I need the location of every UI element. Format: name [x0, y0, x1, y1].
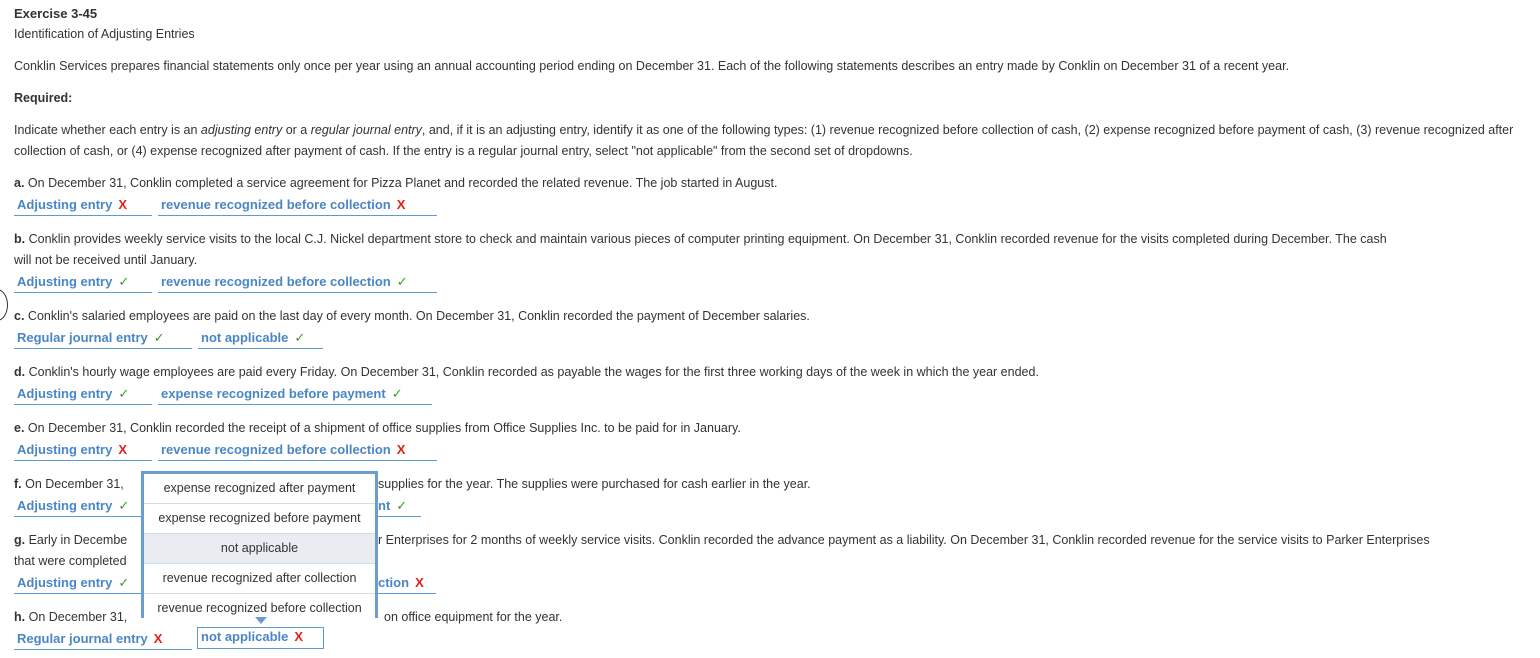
instructions: Indicate whether each entry is an adjusting entry or a regular journal entry, and, if it is an adjusting entry, identify it as one of the following types: (1) revenue recognized before collection of cash, (2) expense recognized before payment of cash, (3) revenue recognized after collection of cash, or (4) expense recognized after payment of cash. If the entry is a regular journal entry, select "not applicable" from the second set of dropdowns.	[14, 123, 1514, 158]
item-e-category-dropdown[interactable]: revenue recognized before collection X	[158, 440, 437, 461]
popup-pointer-icon	[255, 617, 267, 624]
item-g-entry-type-dropdown[interactable]: Adjusting entry ✓	[14, 573, 152, 594]
item-a-text: a. On December 31, Conklin completed a service agreement for Pizza Planet and recorded the related revenue. The job started in August.	[14, 176, 778, 190]
item-a-category-dropdown[interactable]: revenue recognized before collection X	[158, 195, 437, 216]
item-d-entry-type-dropdown[interactable]: Adjusting entry ✓	[14, 384, 152, 405]
item-a-entry-type-dropdown[interactable]: Adjusting entry X	[14, 195, 152, 216]
item-b-text: b. Conklin provides weekly service visits to the local C.J. Nickel department store to check and maintain various pieces of computer printing equipment. On December 31, Conklin recorded revenue for the visits completed during December. The cash	[14, 232, 1387, 246]
side-circle-decoration	[0, 289, 8, 321]
item-f-text-start: f. On December 31,	[14, 477, 124, 491]
item-d-text: d. Conklin's hourly wage employees are paid every Friday. On December 31, Conklin recorded as payable the wages for the first three working days of the week in which the year ended.	[14, 365, 1039, 379]
item-b-category-dropdown[interactable]: revenue recognized before collection ✓	[158, 272, 437, 293]
item-b-text-cont: will not be received until January.	[14, 253, 198, 267]
option-revenue-after-collection[interactable]: revenue recognized after collection	[144, 564, 375, 594]
option-not-applicable[interactable]: not applicable	[144, 534, 375, 564]
item-h-category-dropdown[interactable]: not applicable X	[197, 627, 324, 649]
item-d-category-dropdown[interactable]: expense recognized before payment ✓	[158, 384, 432, 405]
item-g-text-end: r Enterprises for 2 months of weekly service visits. Conklin recorded the advance payment as a liability. On December 31, Conklin recorded revenue for the service visits to Parker Enterprises	[378, 533, 1430, 547]
item-e-text: e. On December 31, Conklin recorded the receipt of a shipment of office supplies from Office Supplies Inc. to be paid for in January.	[14, 421, 741, 435]
item-h-entry-type-dropdown[interactable]: Regular journal entry X	[14, 629, 192, 650]
item-e-entry-type-dropdown[interactable]: Adjusting entry X	[14, 440, 152, 461]
dropdown-options-popup	[141, 471, 378, 618]
item-c-entry-type-dropdown[interactable]: Regular journal entry ✓	[14, 328, 192, 349]
item-h-text-end: on office equipment for the year.	[384, 610, 563, 624]
exercise-title: Exercise 3-45	[14, 6, 98, 21]
item-c-category-dropdown[interactable]: not applicable ✓	[198, 328, 323, 349]
exercise-subtitle: Identification of Adjusting Entries	[14, 27, 195, 41]
required-label: Required:	[14, 91, 73, 105]
option-expense-before-payment[interactable]: expense recognized before payment	[144, 504, 375, 534]
item-b-entry-type-dropdown[interactable]: Adjusting entry ✓	[14, 272, 152, 293]
item-h-text-start: h. On December 31,	[14, 610, 128, 624]
item-g-text-start: g. Early in Decembe	[14, 533, 128, 547]
item-f-text-end: supplies for the year. The supplies were purchased for cash earlier in the year.	[378, 477, 811, 491]
intro-text: Conklin Services prepares financial statements only once per year using an annual accounting period ending on December 31. Each of the following statements describes an entry made by Conklin on December 31 of a recent year.	[14, 59, 1290, 73]
item-f-entry-type-dropdown[interactable]: Adjusting entry ✓	[14, 496, 152, 517]
item-g-text-cont: that were completed	[14, 554, 127, 568]
item-c-text: c. Conklin's salaried employees are paid on the last day of every month. On December 31, Conklin recorded the payment of December salaries.	[14, 309, 810, 323]
item-g-category-dropdown[interactable]: ction X	[376, 573, 436, 594]
option-revenue-before-collection[interactable]: revenue recognized before collection	[144, 594, 375, 623]
option-expense-after-payment[interactable]: expense recognized after payment	[144, 474, 375, 504]
item-f-category-dropdown[interactable]: nt ✓	[376, 496, 421, 517]
